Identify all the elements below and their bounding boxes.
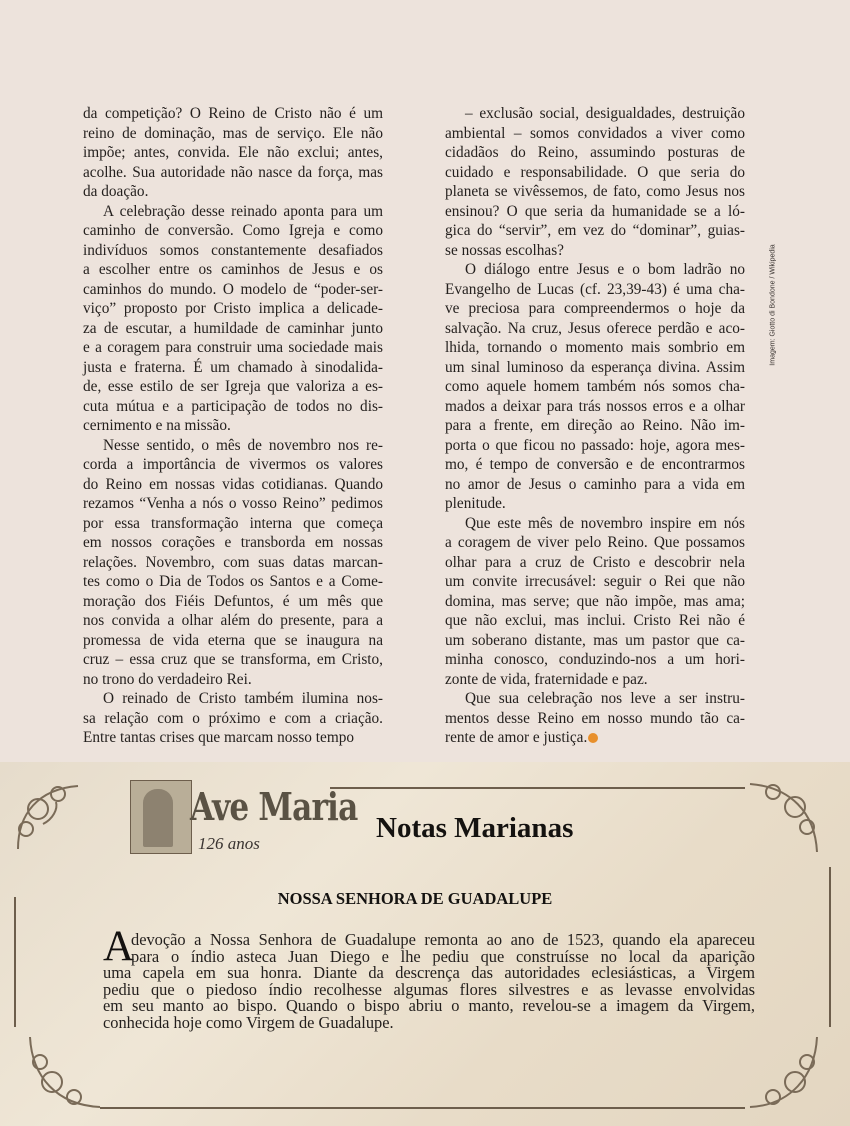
article-line: Que este mês de novembro inspire em nós	[465, 514, 745, 532]
article-line: Entre tantas crises que marcam nosso tempo	[83, 729, 355, 746]
image-credit: Imagem: Giotto di Bondone / Wikipedia	[769, 244, 777, 366]
notas-subtitle: NOSSA SENHORA DE GUADALUPE	[277, 889, 553, 908]
article-line: impõe; antes, convida. Ele não exclui; antes,	[83, 144, 383, 161]
ave-maria-logo-image	[130, 780, 192, 854]
article-line: em nossos corações e transborda em nossas	[83, 534, 383, 551]
article-line: planeta se vivêssemos, de fato, como Jesus nos	[445, 183, 745, 200]
article-line: lhida, tornando o momento mais sombrio em	[445, 339, 745, 356]
notas-line: devoção a Nossa Senhora de Guadalupe remonta ao ano de 1523, quando ela apareceu	[131, 930, 755, 949]
corner-ornament-icon	[745, 772, 825, 852]
article-line: rezamos “Venha a nós o vosso Reino” pedimos	[83, 495, 383, 512]
article-line: um convite irrecusável: seguir o Rei que não	[445, 573, 745, 590]
article-line: mo, é tempo de conversão e de encontrarmos	[445, 456, 745, 473]
drop-cap: A	[103, 923, 135, 970]
article-line: no trono do verdadeiro Rei.	[83, 670, 252, 688]
article-line: cernimento e na missão.	[83, 417, 231, 434]
notas-body	[103, 932, 755, 1032]
article-line: minha conosco, conduzindo-nos a um hori-	[445, 651, 745, 668]
article-line: viço” proposto por Cristo implica a delicade-	[83, 300, 383, 317]
article-line: e a coragem para construir uma sociedade mais	[83, 339, 383, 356]
article-line: ve preciosa para compreendermos o hoje da	[445, 300, 745, 317]
article-line: – exclusão social, desigualdades, destruição	[465, 105, 745, 122]
article-line: cruz – essa cruz que se transforma, em Cristo,	[83, 651, 383, 668]
article-line: mados a deixar para trás nossos erros e a olhar	[445, 397, 745, 415]
article-line: cuta mútua e a participação de todos no dis-	[83, 397, 383, 415]
corner-ornament-icon	[745, 1037, 825, 1117]
article-line: nos convida a olhar além do presente, para a	[83, 612, 383, 629]
article-line: corda a importância de vivermos os valores	[83, 456, 383, 473]
article-line: Evangelho de Lucas (cf. 23,39-43) é uma cha-	[445, 280, 745, 298]
article-line: um soberano distante, mas um pastor que ca-	[445, 631, 745, 649]
article-line: A celebração desse reinado aponta para um	[103, 202, 383, 220]
notas-marianas-box	[0, 762, 850, 1126]
article-line: um sinal luminoso da esperança divina. Assim	[445, 358, 745, 376]
frame-left-line	[14, 897, 16, 1027]
article-line: indivíduos somos constantemente desafiados	[83, 241, 383, 259]
article-line: da doação.	[83, 183, 149, 200]
article-line: olhar para a cruz de Cristo e descobrir nela	[445, 553, 745, 571]
article-line: do Reino em nossas vidas cotidianas. Quando	[83, 475, 383, 493]
article-line: plenitude.	[445, 495, 506, 512]
article-line: domina, mas serve; que não impõe, mas ama;	[445, 592, 745, 610]
article-line: Que sua celebração nos leve a ser instru-	[465, 690, 745, 707]
article-line: ensinou? O que seria da humanidade se a ló-	[445, 202, 745, 220]
article-line: ambiental – somos convidados a viver como	[445, 124, 745, 142]
article-right-column	[445, 104, 745, 748]
article-line: se nossas escolhas?	[445, 241, 564, 259]
frame-bottom-line	[100, 1107, 745, 1109]
logo-years: 126 anos	[198, 834, 260, 853]
article-line: caminho de conversão. Como Igreja e como	[83, 222, 383, 239]
article-line: cuidado e responsabilidade. O que seria do	[445, 163, 745, 181]
article-line: que não exclui, mas inclui. Cristo Rei não é	[445, 612, 745, 629]
article-line: de, esse estilo de ser Igreja que valoriza a es-	[83, 378, 383, 395]
article-line: zonte de vida, fraternidade e paz.	[445, 670, 648, 688]
frame-top-line	[330, 787, 745, 789]
article-line: acolhe. Sua autoridade não nasce da força, mas	[83, 163, 383, 181]
notas-line: conhecida hoje como Virgem de Guadalupe.	[103, 1012, 394, 1032]
article-line: Nesse sentido, o mês de novembro nos re-	[103, 436, 383, 454]
article-line: tes como o Dia de Todos os Santos e a Come-	[83, 573, 383, 590]
end-mark-icon	[588, 733, 598, 743]
article-line: como aquele homem também nós somos cha-	[445, 378, 745, 395]
notas-line: pediu que o piedoso índio recolhesse algumas flores silvestres e as levasse envolvidas	[103, 979, 755, 999]
article-line: a coragem de viver pelo Reino. Que possamos	[445, 534, 745, 551]
article-line: a escolher entre os caminhos de Jesus e os	[83, 261, 383, 278]
article-line: justa e fraterna. É um chamado à sinodalida-	[83, 358, 383, 376]
article-left-column	[83, 104, 383, 748]
article-line: relações. Novembro, com suas datas marcan-	[83, 553, 383, 571]
article-line: promessa de vida eterna que se inaugura na	[83, 631, 383, 649]
article-line: moração dos Fiéis Defuntos, é um mês que	[83, 592, 383, 610]
article-line: za de escutar, a humildade de caminhar junto	[83, 319, 383, 337]
article-line: por essa transformação interna que começa	[83, 514, 383, 532]
corner-ornament-icon	[22, 1037, 102, 1117]
article-line: cidadãos do Reino, assumindo posturas de	[445, 144, 745, 161]
section-title: Notas Marianas	[376, 812, 574, 844]
article-line: caminhos do mundo. O modelo de “poder-ser-	[83, 280, 383, 298]
article-line: para a frente, em direção ao Reino. Não im-	[445, 417, 745, 434]
article-line: sa relação com o próximo e com a criação.	[83, 709, 383, 727]
article-line: reino de dominação, mas de serviço. Ele não	[83, 124, 383, 142]
article-line: da competição? O Reino de Cristo não é um	[83, 105, 383, 122]
ave-maria-logo: Ave Maria	[190, 784, 358, 829]
article-line: rente de amor e justiça.	[445, 728, 745, 748]
article-line: porta o que ficou no passado: hoje, agora mes-	[445, 436, 745, 454]
article-line: mentos desse Reino em nosso mundo tão ca-	[445, 709, 745, 727]
notas-line: uma capela em sua honra. Diante da descrença das autoridades eclesiásticas, a Virgem	[103, 963, 755, 983]
article-line: gica do “servir”, em vez do “dominar”, guias-	[445, 222, 745, 239]
article-line: salvação. Na cruz, Jesus oferece perdão e aco-	[445, 319, 745, 337]
corner-ornament-icon	[8, 774, 88, 854]
article-line: O reinado de Cristo também ilumina nos-	[103, 690, 383, 707]
notas-line: para o índio asteca Juan Diego e lhe pediu que construísse no local da aparição	[131, 946, 755, 966]
article-line: no amor de Jesus o caminho para a vida em	[445, 475, 745, 493]
article-line: O diálogo entre Jesus e o bom ladrão no	[465, 261, 745, 278]
notas-line: em seu manto ao bispo. Quando o bispo abriu o manto, revelou-se a imagem da Virgem,	[103, 996, 755, 1016]
